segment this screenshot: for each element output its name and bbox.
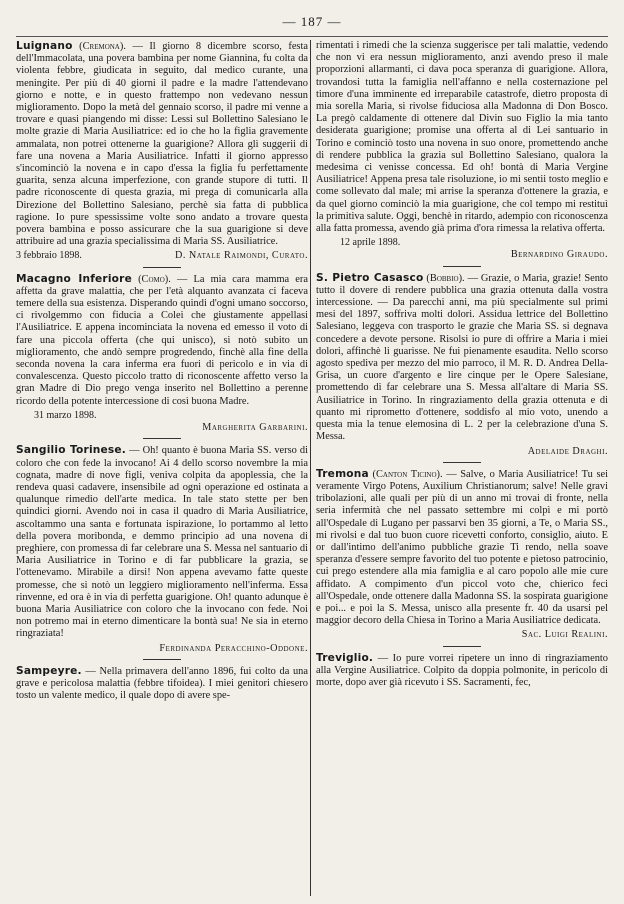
entry-region: (Canton Ticino). xyxy=(372,468,443,480)
entry-text: — Oh! quanto è buona Maria SS. verso di coloro che con fede la invocano! Ai 4 dello scorso novembre la mia cognata, madre di nove figli, veniva colpita da apoplessia, che la rendeva quasi cadavere, insensibile ad ogni operazione ed ostinata a qualunque rimedio dell'arte medica. In tale stato stette per ben quindici giorni. Avendo noi in casa il quadro di Maria Ausiliatrice, ascoltammo una santa e fortunata ispirazione, lo portammo al letto della povera moribonda, e demmo principio ad una novena di preghiere, con promessa di far celebrare una S. Messa nel santuario di Maria Ausiliatrice in Torino e di far pubblicare la grazia, se l'ottenevamo. Mirabile a dirsi! Non appena avevamo fatte queste promesse, che si notò un leggiero miglioramento nell'inferma. Essa rinvenne, ed ora è in via di perfetta guarigione. Oh! quanto adunque è buona Maria Ausiliatrice con coloro che la invocano con fede. Noi non potremo mai in eterno dimenticare la bontà sua! Ne sia in eterno ringraziata! xyxy=(16,445,309,640)
entry-meta xyxy=(16,250,308,262)
entry-text: rimentati i rimedi che la scienza suggerisce per tali malattie, vedendo che non vi era nessun miglioramento, anzi avendo preso il male proporzioni allarmanti, ci dava poca speranza di guarigione. Allora, trovandosi tutta la famiglia nell'affanno e nella costernazione pel timore d'una imminente ed irreparabile catastrofe, dietro proposta di mia sorella Maria, si rivolse fiduciosa alla Madonna di Don Bosco. La pregò caldamente di ottenere dal Divin suo Figlio la mia tanto desiderata guarigione; promise una offerta al di Lei santuario in Torino e cominciò tosto una novena in suo onore, promettendo anche di rendere pubblica la grazia sul Bollettino Salesiano, qualora la medesima ci venisse concessa. Ed oh! bontà di Maria Vergine Ausiliatrice! Appena presa tale risoluzione, io mi sentii tosto meglio e come sollevato dal male; mi arrise la speranza d'ottenere la grazia, e da quel giorno cominciò la mia guarigione, che col tempo mi restituì la primitiva salute. Oggi, benchè in ritardo, adempio con riconoscenza alla fatta promessa, avendo già prima d'ora rimessa la relativa offerta. xyxy=(316,40,608,235)
entry-casasco xyxy=(316,272,608,463)
separator xyxy=(443,646,481,647)
entry-place: S. Pietro Casasco xyxy=(316,271,424,284)
separator xyxy=(443,266,481,267)
entry-region: (Bobbio). xyxy=(426,272,465,284)
entry-place: Sangilio Torinese. xyxy=(16,444,127,457)
entry-macagno xyxy=(16,273,308,440)
entry-paragraph xyxy=(316,40,608,235)
entry-paragraph xyxy=(316,652,608,690)
entry-paragraph xyxy=(316,468,608,628)
separator xyxy=(143,267,181,268)
entry-paragraph xyxy=(16,40,308,248)
entry-region: (Cremona). xyxy=(79,41,126,52)
entry-text: — Grazie, o Maria, grazie! Sento tutto il dovere di rendere pubblica una grazia ottenuta dalla vostra intercessione. — Da parecchi anni, ma più specialmente sul primi mesi del 1897, soffriva molti dolori. Assidua lettrice del Bollettino Salesiano, leggeva con trasporto le grazie che Maria SS. si degnava concedere a devote persone. Risolsi io pure di offrire a Maria i miei dolori, affinchè li guarisse. Ne fui pienamente esaudita. Nello scorso agosto spediva per mezzo del mio parroco, il M. R. D. Andrea Della-Grisa, un cuore d'argento e lire cinque per le Opere Salesiane, promettendo di far celebrare una S. Messa all'altare di Maria SS. Ausiliatrice in Torino. In ringraziamento della grazia ottenuta e di quanto mi riprometto d'ottenere, soddisfo al mio voto, unendo a questa mia la tenue elemosina di L. 2 per la celebrazione d'una S. Messa. xyxy=(316,272,608,443)
entry-signature: Ferdinanda Peracchino-Oddone. xyxy=(159,642,308,654)
entry-tremona xyxy=(316,468,608,647)
left-column xyxy=(16,40,308,706)
entry-paragraph xyxy=(16,444,308,640)
entry-signature: Sac. Luigi Realini. xyxy=(521,629,608,641)
entry-place: Tremona xyxy=(316,467,369,480)
entry-paragraph xyxy=(316,272,608,444)
entry-sampeyre xyxy=(16,665,308,703)
entry-signature: Bernardino Giraudo. xyxy=(510,249,608,261)
entry-place: Treviglio. xyxy=(316,651,374,664)
entry-paragraph xyxy=(16,665,308,703)
entry-luignano xyxy=(16,40,308,268)
entry-region: (Como). xyxy=(138,273,171,285)
entry-text: — La mia cara mamma era affetta da grave malattia, che per l'età alquanto avanzata ci faceva temere della sua esistenza. Disperando quindi d'ogni umano soccorso, ci rivolgemmo con fiducia a Colei che giustamente appellasi l'Ausiliatrice. E appena incominciata la novena ed emesso il voto di fare una piccola offerta (che qui unisco), si notò subito un miglioramento, che andò sempre progredendo, finchè alla fine della seconda novena la cara inferma era fuori di pericolo e in via di convalescenza. Questo piccolo tratto di riconoscente affetto verso la gran Madre di Dio prego venga inserito nel Bollettino a perenne ricordo della potente intercessione di così buona Madre. xyxy=(16,273,308,407)
entry-text: — Io pure vorrei ripetere un inno di ringraziamento alla Vergine Ausiliatrice. Colpito da doppia polmonite, in pericolo di morte, dopo aver già ricevuto i SS. Sacramenti, fec, xyxy=(316,652,608,688)
entry-sampeyre-continued xyxy=(316,40,608,267)
entry-date: 3 febbraio 1898. xyxy=(16,250,82,262)
right-column xyxy=(316,40,608,693)
entry-place: Macagno Inferiore xyxy=(16,272,132,285)
header-rule xyxy=(16,36,608,37)
separator xyxy=(443,462,481,463)
entry-place: Sampeyre. xyxy=(16,664,82,677)
entry-text: — Il giorno 8 dicembre scorso, festa dell'Immacolata, una povera bambina per nome Giannina, fu colta da violenta febbre, giudicata in seguito, dal medico curante, una meningite. Per più di 40 giorni il padre e la madre l'attendevano giorno e notte, e in questo frattempo non vedevano nessun miglioramento. Dopo la metà del gennaio scorso, il padre mi venne a trovare e quasi piangendo mi disse: Lessi sul Bollettino Salesiano le molte grazie di Maria Ausiliatrice: ed io che ho la figlia gravemente ammalata, non potrei ottenerne la guarigione? Allora gli suggerii di fare una novena a Maria Ausiliatrice. Infatti il giorno appresso s'incominciò la novena e in capo d'essa la figlia fu perfettamente guarita, senza alcuna imperfezione, con grande stupore di tutti. Il padre riconoscente di questa grazia, mi prega di comunicarla alla Direzione del Bollettino Salesiano, perchè sia fatta di pubblica ragione. Io pure spessissime volte sono andato a trovare questa povera bambina e posso assicurare che la sua guarigione si deve attribuire ad una grazia specialissima di Maria SS. Ausiliatrice. xyxy=(16,41,308,248)
entry-date: 12 aprile 1898. xyxy=(340,237,401,249)
page-number: — 187 — xyxy=(282,14,342,29)
entry-place: Luignano xyxy=(16,40,73,52)
entry-text: — Nella primavera dell'anno 1896, fui colto da una grave e pericolosa malattia (febbre tifoidea). I miei genitori chiesero tosto un valente medico, il quale dopo di avere spe- xyxy=(16,665,308,702)
entry-signature: D. Natale Raimondi, Curato. xyxy=(174,250,308,262)
separator xyxy=(143,438,181,439)
entry-text: — Salve, o Maria Ausiliatrice! Tu sei veramente Virgo Potens, Auxilium Christianorum; salve! Nelle gravi tribolazioni, alle quali per più di un anno mi trovai di fronte, nella seria infermità che nel passato settembre mi colpì e mi portò all'Ospedale di Lugano per passarvi ben 35 giorni, a Te, o Maria SS., mi rivolsi e dal tuo buon cuore ricevetti conforto, consiglio, aiuto. E or dall'intimo dell'animo pubbliche grazie Ti rendo, nella soave speranza d'essere sempre favorito del tuo potente e pietoso patrocinio, cui prego estendere alla mia famiglia e al caro popolo alle mie cure affidato. A compimento d'un piccol voto che, chierico feci all'Ospedale, onde ottenere dalla Madonna SS. la sospirata guarigione e poi... e poi la S. Messa, unisco alla presente fr. 40 da usarsi pel maggior decoro della Chiesa in Torino a Maria Ausiliatrice dedicata. xyxy=(316,468,608,627)
column-divider xyxy=(310,40,311,896)
entry-sangilio xyxy=(16,444,308,659)
entry-treviglio xyxy=(316,652,608,690)
entry-signature: Adelaide Draghi. xyxy=(527,445,608,457)
entry-paragraph xyxy=(16,273,308,408)
entry-date: 31 marzo 1898. xyxy=(34,409,97,421)
separator xyxy=(143,659,181,660)
entry-signature: Margherita Garbarini. xyxy=(202,422,308,434)
